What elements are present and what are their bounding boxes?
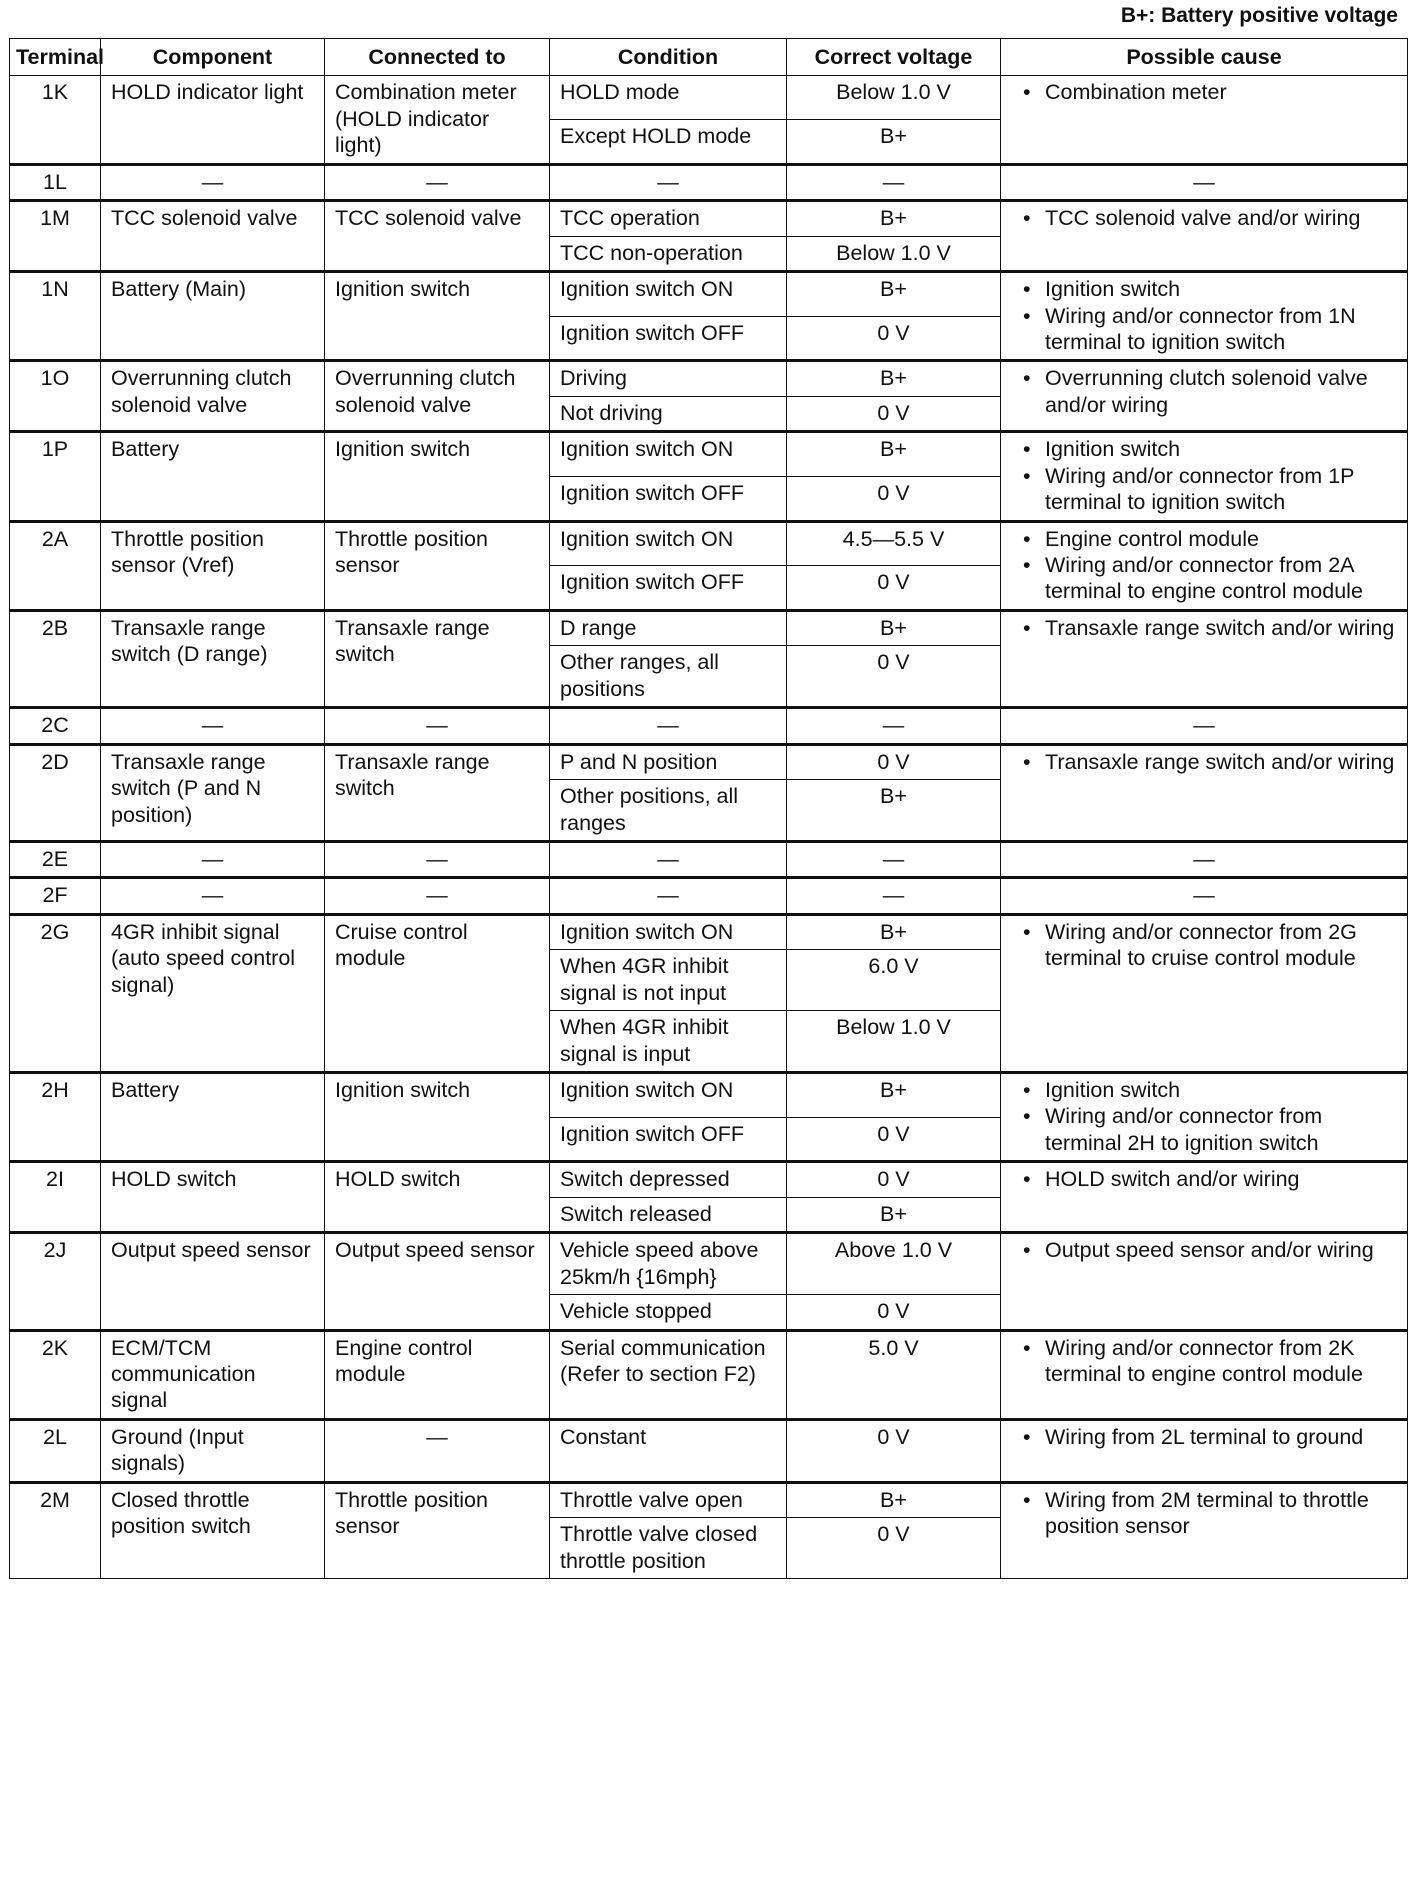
table-row [10,744,1408,779]
condition-cell: Ignition switch OFF [550,476,787,521]
voltage-cell: 0 V [787,566,1001,611]
terminal-cell: 1N [10,272,101,361]
voltage-cell: — [787,708,1001,744]
voltage-cell: — [787,164,1001,200]
cause-list [1011,1335,1397,1388]
component-cell: Output speed sensor [101,1233,325,1330]
terminal-cell: 2L [10,1419,101,1482]
terminal-cell: 2G [10,914,101,1072]
cause-cell [1001,1233,1408,1330]
condition-cell: Not driving [550,396,787,431]
terminal-cell: 2B [10,610,101,707]
cause-cell [1001,1330,1408,1419]
condition-cell: Vehicle stopped [550,1295,787,1330]
cause-cell: — [1001,708,1408,744]
connected-to-cell: — [325,708,550,744]
voltage-cell: 0 V [787,1419,1001,1482]
cause-cell [1001,1419,1408,1482]
component-cell: Ground (Input signals) [101,1419,325,1482]
terminal-cell: 2M [10,1482,101,1578]
cause-item: • Engine control module [1023,526,1397,552]
cause-item: • Overrunning clutch solenoid valve and/or wiring [1023,365,1397,418]
voltage-cell: 0 V [787,476,1001,521]
voltage-cell: 0 V [787,1162,1001,1197]
component-cell: 4GR inhibit signal (auto speed control signal) [101,914,325,1072]
condition-cell: Other ranges, all positions [550,646,787,708]
condition-cell: Serial communication (Refer to section F2) [550,1330,787,1419]
cause-list [1011,919,1397,972]
component-cell: Overrunning clutch solenoid valve [101,361,325,432]
voltage-cell: B+ [787,1482,1001,1517]
cause-list [1011,526,1397,605]
connected-to-cell: — [325,878,550,914]
voltage-cell: Below 1.0 V [787,76,1001,120]
cause-item: • Wiring from 2L terminal to ground [1023,1424,1397,1450]
cause-list [1011,79,1397,105]
connected-to-cell: — [325,841,550,877]
terminal-cell: 2F [10,878,101,914]
component-cell: Throttle position sensor (Vref) [101,521,325,610]
condition-cell: TCC non-operation [550,236,787,271]
condition-cell: Other positions, all ranges [550,780,787,842]
table-body [10,76,1408,1579]
voltage-cell: 0 V [787,396,1001,431]
condition-cell: Throttle valve closed throttle position [550,1518,787,1579]
condition-cell: Ignition switch ON [550,521,787,566]
condition-cell: — [550,164,787,200]
cause-item: • Wiring and/or connector from 1N terminal to ignition switch [1023,303,1397,356]
voltage-cell: B+ [787,610,1001,645]
terminal-cell: 1K [10,76,101,164]
table-row [10,914,1408,949]
connected-to-cell: Throttle position sensor [325,521,550,610]
connected-to-cell: Ignition switch [325,272,550,361]
cause-item: • Transaxle range switch and/or wiring [1023,615,1397,641]
cause-item: • Wiring and/or connector from 1P terminal to ignition switch [1023,463,1397,516]
voltage-cell: Above 1.0 V [787,1233,1001,1295]
cause-cell [1001,914,1408,1072]
voltage-cell: — [787,841,1001,877]
condition-cell: Ignition switch OFF [550,566,787,611]
cause-list [1011,365,1397,418]
terminal-cell: 1L [10,164,101,200]
condition-cell: Vehicle speed above 25km/h {16mph} [550,1233,787,1295]
table-row [10,272,1408,317]
cause-item: • Ignition switch [1023,276,1397,302]
component-cell: — [101,878,325,914]
table-row [10,76,1408,120]
component-cell: Battery [101,1073,325,1162]
table-header [10,39,1408,76]
voltage-cell: 0 V [787,1117,1001,1162]
header-correct-voltage: Correct voltage [787,39,1001,76]
component-cell: Battery (Main) [101,272,325,361]
condition-cell: TCC operation [550,201,787,236]
cause-list [1011,615,1397,641]
cause-cell [1001,744,1408,841]
terminal-cell: 1P [10,432,101,521]
table-row [10,878,1408,914]
connected-to-cell: Transaxle range switch [325,744,550,841]
cause-list [1011,1487,1397,1540]
cause-cell [1001,1482,1408,1578]
cause-cell [1001,272,1408,361]
condition-cell: Ignition switch OFF [550,316,787,361]
table-row [10,610,1408,645]
cause-list [1011,205,1397,231]
table-row [10,1073,1408,1118]
connected-to-cell: Ignition switch [325,1073,550,1162]
table-row [10,432,1408,477]
voltage-cell: 0 V [787,744,1001,779]
table-row [10,1162,1408,1197]
condition-cell: Ignition switch ON [550,272,787,317]
header-condition: Condition [550,39,787,76]
cause-cell: — [1001,878,1408,914]
voltage-cell: Below 1.0 V [787,1011,1001,1073]
connected-to-cell: Throttle position sensor [325,1482,550,1578]
connected-to-cell: Cruise control module [325,914,550,1072]
condition-cell: — [550,708,787,744]
cause-cell [1001,610,1408,707]
connected-to-cell: TCC solenoid valve [325,201,550,272]
terminal-voltage-table [9,38,1408,1579]
table-row [10,1330,1408,1419]
cause-item: • Transaxle range switch and/or wiring [1023,749,1397,775]
voltage-cell: 6.0 V [787,950,1001,1011]
terminal-cell: 2H [10,1073,101,1162]
table-row [10,164,1408,200]
condition-cell: Ignition switch ON [550,1073,787,1118]
condition-cell: Ignition switch ON [550,914,787,949]
cause-cell [1001,1073,1408,1162]
cause-item: • Ignition switch [1023,436,1397,462]
component-cell: Transaxle range switch (D range) [101,610,325,707]
cause-item: • Wiring and/or connector from 2A terminal to engine control module [1023,552,1397,605]
terminal-cell: 1M [10,201,101,272]
voltage-cell: B+ [787,201,1001,236]
cause-list [1011,1077,1397,1156]
terminal-cell: 1O [10,361,101,432]
cause-list [1011,276,1397,355]
voltage-cell: B+ [787,1197,1001,1232]
table-row [10,841,1408,877]
terminal-cell: 2E [10,841,101,877]
connected-to-cell: — [325,1419,550,1482]
condition-cell: Switch released [550,1197,787,1232]
table-row [10,1482,1408,1517]
connected-to-cell: Combination meter (HOLD indicator light) [325,76,550,164]
cause-list [1011,1237,1397,1263]
component-cell: — [101,841,325,877]
component-cell: Transaxle range switch (P and N position) [101,744,325,841]
connected-to-cell: Overrunning clutch solenoid valve [325,361,550,432]
terminal-cell: 2J [10,1233,101,1330]
component-cell: HOLD indicator light [101,76,325,164]
voltage-cell: B+ [787,780,1001,842]
cause-list [1011,1166,1397,1192]
battery-voltage-note: B+: Battery positive voltage [1120,4,1398,27]
condition-cell: P and N position [550,744,787,779]
table-row [10,361,1408,396]
cause-list [1011,749,1397,775]
condition-cell: Driving [550,361,787,396]
component-cell: HOLD switch [101,1162,325,1233]
condition-cell: Constant [550,1419,787,1482]
voltage-cell: B+ [787,119,1001,164]
connected-to-cell: Transaxle range switch [325,610,550,707]
table-row [10,1419,1408,1482]
header-terminal: Terminal [10,39,101,76]
connected-to-cell: Output speed sensor [325,1233,550,1330]
cause-cell [1001,521,1408,610]
condition-cell: Throttle valve open [550,1482,787,1517]
voltage-cell: — [787,878,1001,914]
cause-item: • Wiring and/or connector from 2K terminal to engine control module [1023,1335,1397,1388]
condition-cell: Except HOLD mode [550,119,787,164]
component-cell: — [101,708,325,744]
condition-cell: Ignition switch OFF [550,1117,787,1162]
voltage-cell: B+ [787,432,1001,477]
condition-cell: Ignition switch ON [550,432,787,477]
component-cell: — [101,164,325,200]
voltage-cell: B+ [787,914,1001,949]
table-row [10,1233,1408,1295]
terminal-cell: 2I [10,1162,101,1233]
cause-cell [1001,201,1408,272]
cause-cell: — [1001,841,1408,877]
cause-item: • Output speed sensor and/or wiring [1023,1237,1397,1263]
cause-item: • Combination meter [1023,79,1397,105]
cause-cell [1001,1162,1408,1233]
voltage-cell: 0 V [787,1295,1001,1330]
condition-cell: Switch depressed [550,1162,787,1197]
connected-to-cell: Engine control module [325,1330,550,1419]
condition-cell: HOLD mode [550,76,787,120]
voltage-cell: B+ [787,1073,1001,1118]
voltage-cell: 4.5—5.5 V [787,521,1001,566]
condition-cell: When 4GR inhibit signal is input [550,1011,787,1073]
cause-item: • Wiring and/or connector from 2G terminal to cruise control module [1023,919,1397,972]
condition-cell: — [550,878,787,914]
cause-item: • Wiring and/or connector from terminal 2H to ignition switch [1023,1103,1397,1156]
cause-list [1011,436,1397,515]
header-connected-to: Connected to [325,39,550,76]
cause-list [1011,1424,1397,1450]
component-cell: Closed throttle position switch [101,1482,325,1578]
component-cell: Battery [101,432,325,521]
voltage-cell: B+ [787,272,1001,317]
terminal-cell: 2K [10,1330,101,1419]
voltage-cell: 5.0 V [787,1330,1001,1419]
connected-to-cell: — [325,164,550,200]
component-cell: TCC solenoid valve [101,201,325,272]
cause-item: • HOLD switch and/or wiring [1023,1166,1397,1192]
terminal-cell: 2A [10,521,101,610]
terminal-cell: 2C [10,708,101,744]
voltage-cell: Below 1.0 V [787,236,1001,271]
cause-item: • Ignition switch [1023,1077,1397,1103]
voltage-cell: B+ [787,361,1001,396]
voltage-cell: 0 V [787,316,1001,361]
cause-cell [1001,361,1408,432]
condition-cell: When 4GR inhibit signal is not input [550,950,787,1011]
voltage-cell: 0 V [787,1518,1001,1579]
header-component: Component [101,39,325,76]
condition-cell: — [550,841,787,877]
cause-cell [1001,432,1408,521]
voltage-cell: 0 V [787,646,1001,708]
terminal-cell: 2D [10,744,101,841]
header-possible-cause: Possible cause [1001,39,1408,76]
component-cell: ECM/TCM communication signal [101,1330,325,1419]
condition-cell: D range [550,610,787,645]
cause-cell [1001,76,1408,164]
table-row [10,201,1408,236]
table-row [10,521,1408,566]
table-row [10,708,1408,744]
connected-to-cell: HOLD switch [325,1162,550,1233]
cause-item: • Wiring from 2M terminal to throttle position sensor [1023,1487,1397,1540]
cause-cell: — [1001,164,1408,200]
connected-to-cell: Ignition switch [325,432,550,521]
cause-item: • TCC solenoid valve and/or wiring [1023,205,1397,231]
